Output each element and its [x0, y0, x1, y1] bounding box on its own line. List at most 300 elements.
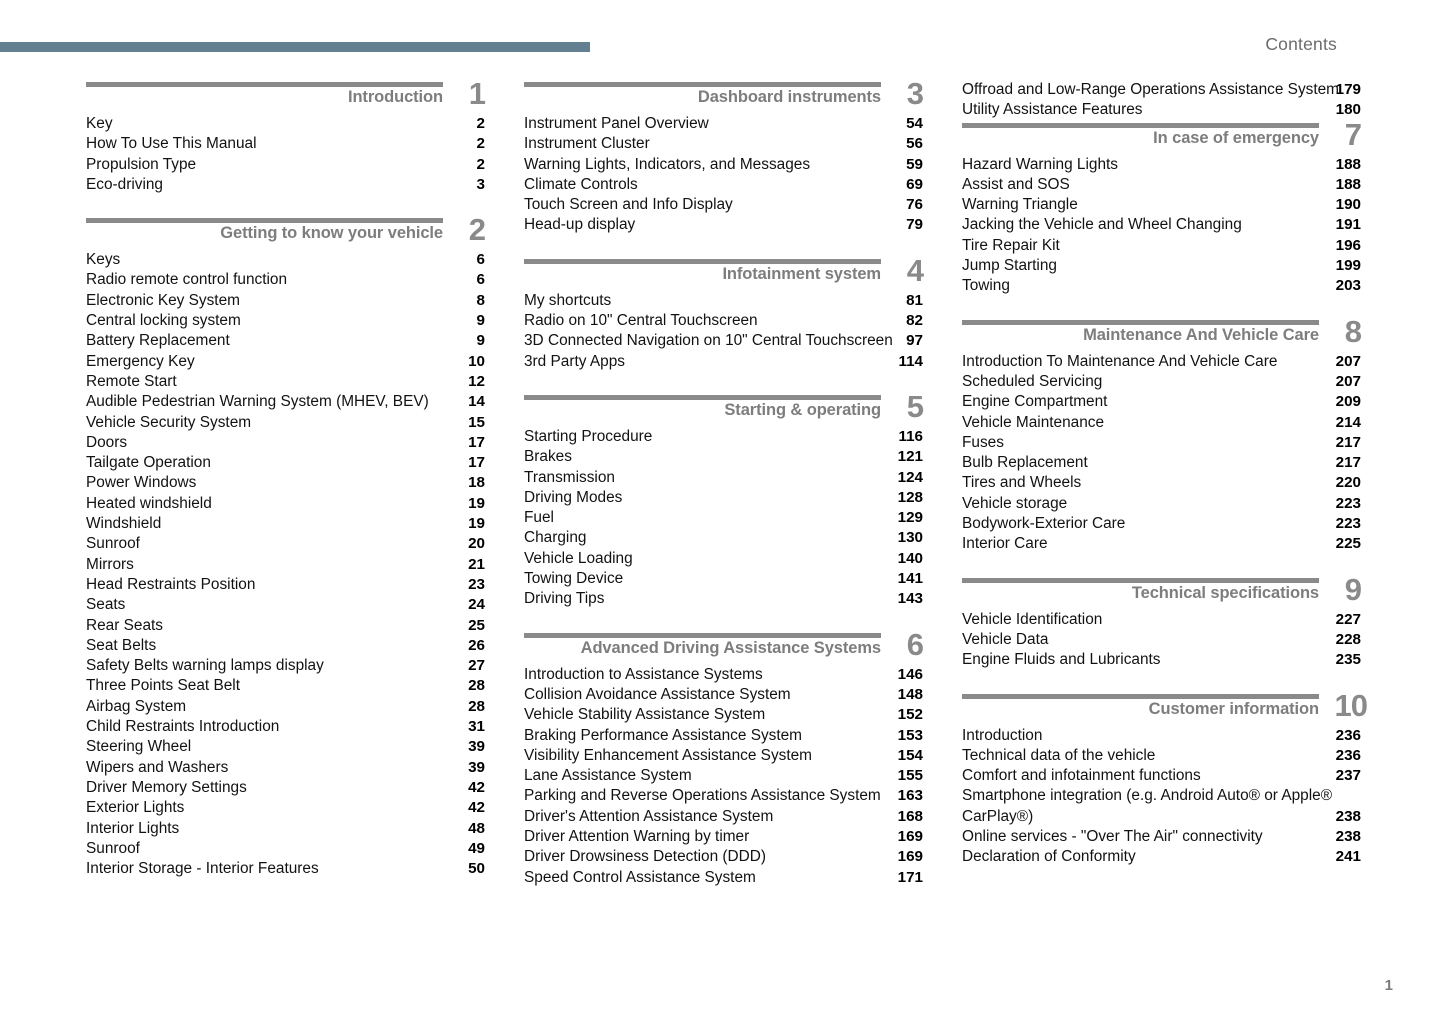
- toc-entry[interactable]: [86, 737, 485, 757]
- toc-entry-label: Safety Belts warning lamps display: [86, 657, 324, 675]
- toc-entry[interactable]: [86, 473, 485, 493]
- toc-entry-label: Driver Memory Settings: [86, 778, 247, 796]
- toc-entry-label: Bulb Replacement: [962, 454, 1088, 472]
- section-rule: [524, 259, 881, 264]
- toc-entry[interactable]: [962, 494, 1361, 514]
- toc-entry-page: 141: [897, 570, 923, 588]
- toc-entry-page: 121: [897, 448, 923, 466]
- toc-entry[interactable]: [86, 175, 485, 195]
- header-accent-bar: [0, 42, 590, 52]
- toc-entry-page: 3: [476, 175, 485, 193]
- toc-entry-label: Doors: [86, 433, 128, 451]
- toc-entry-page: 225: [1335, 535, 1361, 553]
- toc-entry-page: 169: [897, 828, 923, 846]
- toc-entry-list: [524, 114, 923, 236]
- toc-entry-page: 9: [476, 332, 485, 350]
- toc-entry-page: 81: [906, 291, 923, 309]
- toc-entry[interactable]: [86, 250, 485, 270]
- toc-entry-label: My shortcuts: [524, 291, 612, 309]
- toc-entry-label: Fuses: [962, 433, 1004, 451]
- toc-entry-page: 236: [1335, 726, 1361, 744]
- toc-entry[interactable]: [524, 155, 923, 175]
- toc-entry-page: 236: [1335, 746, 1361, 764]
- toc-section-header[interactable]: [524, 76, 923, 114]
- toc-entry[interactable]: [962, 352, 1361, 372]
- toc-entry-label: Starting Procedure: [524, 427, 653, 445]
- toc-entry[interactable]: [86, 413, 485, 433]
- toc-section-header[interactable]: [962, 571, 1361, 610]
- toc-entry-page: 190: [1335, 196, 1361, 214]
- toc-entry-label: Towing: [962, 277, 1010, 295]
- page-title: Contents: [1265, 34, 1337, 54]
- toc-entry[interactable]: [962, 453, 1361, 473]
- toc-entry[interactable]: [524, 134, 923, 154]
- toc-entry-label: Head-up display: [524, 216, 636, 234]
- footer-page-number: 1: [1384, 977, 1393, 994]
- toc-entry-page: 223: [1335, 494, 1361, 512]
- toc-entry-label: Sunroof: [86, 839, 140, 857]
- toc-entry-label: Airbag System: [86, 697, 187, 715]
- toc-entry-page: 26: [468, 636, 485, 654]
- section-rule: [962, 578, 1319, 583]
- toc-section-title: Maintenance And Vehicle Care: [1083, 325, 1319, 344]
- section-rule: [86, 218, 443, 223]
- section-rule: [524, 82, 881, 87]
- toc-entry-label: Radio remote control function: [86, 271, 288, 289]
- toc-entry[interactable]: [86, 311, 485, 331]
- toc-entry-label: Driving Tips: [524, 590, 605, 608]
- toc-entry[interactable]: [524, 311, 923, 331]
- toc-entry[interactable]: [962, 392, 1361, 412]
- section-rule: [524, 633, 881, 638]
- toc-entry[interactable]: [524, 331, 923, 351]
- toc-entry[interactable]: [962, 195, 1361, 215]
- toc-entry-page: 129: [897, 509, 923, 527]
- toc-entry-page: 20: [468, 535, 485, 553]
- toc-entry[interactable]: [524, 705, 923, 725]
- toc-entry-page: 19: [468, 515, 485, 533]
- toc-entry-page: 114: [898, 352, 923, 370]
- toc-entry-label: Vehicle Identification: [962, 610, 1103, 628]
- toc-entry-label: Comfort and infotainment functions: [962, 767, 1201, 785]
- toc-entry[interactable]: [86, 676, 485, 696]
- toc-entry[interactable]: [86, 595, 485, 615]
- section-rule: [962, 123, 1319, 128]
- toc-entry-page: 31: [468, 718, 485, 736]
- toc-entry-label: Introduction: [962, 726, 1043, 744]
- toc-entry-label: Online services - "Over The Air" connectivity: [962, 828, 1263, 846]
- toc-entry[interactable]: [86, 819, 485, 839]
- toc-entry[interactable]: [86, 717, 485, 737]
- toc-section-title: Infotainment system: [722, 264, 881, 283]
- toc-entry-label: Parking and Reverse Operations Assistance System: [524, 787, 881, 805]
- toc-entry[interactable]: [86, 453, 485, 473]
- toc-entry-page: 2: [476, 115, 485, 132]
- toc-entry-page: 217: [1335, 454, 1361, 472]
- toc-entry[interactable]: [86, 859, 485, 879]
- toc-entry[interactable]: [86, 697, 485, 717]
- toc-entry[interactable]: [962, 746, 1361, 766]
- toc-entry[interactable]: [962, 514, 1361, 534]
- toc-entry[interactable]: [86, 656, 485, 676]
- toc-entry[interactable]: [962, 433, 1361, 453]
- toc-section-header[interactable]: [962, 116, 1361, 155]
- toc-entry-label: Propulsion Type: [86, 155, 197, 173]
- toc-entry-label: Driver Drowsiness Detection (DDD): [524, 848, 767, 866]
- toc-entry[interactable]: [962, 847, 1361, 867]
- toc-entry-label: Eco-driving: [86, 175, 163, 193]
- toc-entry-page: 39: [468, 758, 485, 776]
- toc-entry[interactable]: [524, 528, 923, 548]
- toc-entry-page: 207: [1335, 372, 1361, 390]
- toc-entry-list: [524, 291, 923, 372]
- toc-entry[interactable]: [86, 514, 485, 534]
- toc-entry[interactable]: [86, 758, 485, 778]
- toc-entry[interactable]: [524, 589, 923, 609]
- toc-entry-page: 10: [468, 352, 485, 370]
- toc-entry-page: 15: [468, 413, 485, 431]
- toc-entry-page: 42: [468, 799, 485, 817]
- toc-entry-page: 124: [897, 468, 923, 486]
- toc-entry[interactable]: [86, 155, 485, 175]
- toc-entry-page: 241: [1335, 848, 1361, 866]
- toc-entry[interactable]: [86, 555, 485, 575]
- toc-entry-list: [962, 155, 1361, 297]
- toc-entry-page: 116: [898, 427, 923, 445]
- toc-section-header[interactable]: [86, 76, 485, 114]
- toc-entry[interactable]: [86, 270, 485, 290]
- toc-entry[interactable]: [524, 665, 923, 685]
- toc-entry[interactable]: [86, 575, 485, 595]
- toc-entry-page: 76: [906, 196, 923, 214]
- toc-entry-page: 155: [897, 767, 923, 785]
- toc-entry[interactable]: [86, 134, 485, 154]
- toc-entry-list: [962, 352, 1361, 555]
- toc-section-title: Advanced Driving Assistance Systems: [580, 638, 881, 657]
- toc-section-title: Customer information: [1148, 699, 1319, 718]
- toc-entry-label: Braking Performance Assistance System: [524, 726, 803, 744]
- section-rule: [524, 395, 881, 400]
- toc-entry[interactable]: [962, 534, 1361, 554]
- toc-entry[interactable]: [524, 807, 923, 827]
- toc-entry-label: Vehicle Stability Assistance System: [524, 706, 766, 724]
- toc-entry[interactable]: [962, 100, 1361, 120]
- toc-entry-label: Seat Belts: [86, 636, 157, 654]
- toc-entry-page: 237: [1335, 767, 1361, 785]
- toc-entry[interactable]: [524, 847, 923, 867]
- toc-section-number: 1: [468, 76, 485, 111]
- toc-section-header[interactable]: [524, 252, 923, 291]
- toc-entry-label: Tires and Wheels: [962, 474, 1082, 492]
- toc-entry[interactable]: [962, 610, 1361, 630]
- toc-entry-page: 9: [476, 312, 485, 330]
- toc-entry-page: 82: [906, 312, 923, 330]
- toc-entry[interactable]: [962, 372, 1361, 392]
- toc-entry-label: Introduction To Maintenance And Vehicle Care: [962, 352, 1278, 370]
- toc-entry-page: 48: [468, 819, 485, 837]
- toc-entry[interactable]: [524, 685, 923, 705]
- toc-entry[interactable]: [962, 827, 1361, 847]
- toc-entry[interactable]: [86, 778, 485, 798]
- toc-entry-page: 168: [897, 807, 923, 825]
- toc-entry[interactable]: [86, 114, 485, 134]
- toc-section-number: 3: [906, 76, 923, 111]
- toc-entry-label: Power Windows: [86, 474, 197, 492]
- toc-entry-label: Emergency Key: [86, 352, 195, 370]
- toc-entry[interactable]: [524, 786, 923, 806]
- toc-entry-page: 27: [468, 657, 485, 675]
- toc-entry[interactable]: [524, 569, 923, 589]
- toc-entry-page: 2: [476, 155, 485, 173]
- toc-entry-page: 188: [1335, 155, 1361, 173]
- toc-entry[interactable]: [524, 175, 923, 195]
- toc-entry-label: Exterior Lights: [86, 799, 185, 817]
- toc-section-number: 7: [1344, 116, 1361, 152]
- toc-entry-page: 12: [468, 372, 485, 390]
- toc-entry[interactable]: [962, 630, 1361, 650]
- toc-entry-page: 199: [1335, 257, 1361, 275]
- toc-entry[interactable]: [962, 155, 1361, 175]
- toc-entry-label: Tailgate Operation: [86, 454, 211, 472]
- toc-entry[interactable]: [962, 80, 1361, 100]
- toc-entry[interactable]: [86, 839, 485, 859]
- toc-entry[interactable]: [86, 352, 485, 372]
- toc-entry-label: Climate Controls: [524, 175, 638, 193]
- toc-entry[interactable]: [524, 746, 923, 766]
- toc-entry[interactable]: [86, 291, 485, 311]
- toc-section-header[interactable]: [86, 212, 485, 250]
- toc-section-number: 6: [906, 626, 923, 662]
- toc-entry[interactable]: [524, 549, 923, 569]
- toc-entry-page: 28: [468, 697, 485, 715]
- toc-entry-page: 169: [897, 848, 923, 866]
- toc-entry[interactable]: [86, 636, 485, 656]
- toc-entry-label: Rear Seats: [86, 616, 163, 634]
- toc-entry-label: Remote Start: [86, 372, 177, 390]
- toc-section: [524, 76, 923, 236]
- toc-entry[interactable]: [962, 786, 1361, 827]
- toc-entry-label: Instrument Cluster: [524, 135, 650, 153]
- toc-section: [524, 388, 923, 610]
- toc-entry-label: Audible Pedestrian Warning System (MHEV, BEV): [86, 393, 429, 411]
- toc-entry[interactable]: [524, 488, 923, 508]
- toc-section-header[interactable]: [524, 388, 923, 427]
- toc-entry[interactable]: [86, 616, 485, 636]
- toc-entry[interactable]: [524, 766, 923, 786]
- toc-entry-label: Assist and SOS: [962, 175, 1070, 193]
- toc-entry-label: Engine Compartment: [962, 393, 1108, 411]
- toc-entry-label: 3rd Party Apps: [524, 352, 625, 370]
- toc-entry-label: Head Restraints Position: [86, 575, 256, 593]
- toc-entry[interactable]: [86, 534, 485, 554]
- toc-entry-page: 207: [1335, 352, 1361, 370]
- toc-entry[interactable]: [524, 291, 923, 311]
- toc-entry-label: Engine Fluids and Lubricants: [962, 651, 1161, 669]
- contents-column: [962, 80, 1367, 888]
- toc-entry-page: 143: [897, 590, 923, 608]
- toc-section-title: Starting & operating: [724, 400, 881, 419]
- toc-section: [962, 687, 1367, 868]
- toc-entry-label: Driver Attention Warning by timer: [524, 828, 750, 846]
- toc-entry-label: Speed Control Assistance System: [524, 868, 756, 886]
- toc-entry-page: 6: [476, 251, 485, 269]
- toc-entry-label: Interior Storage - Interior Features: [86, 860, 319, 878]
- toc-entry[interactable]: [86, 372, 485, 392]
- contents-column: [86, 76, 485, 888]
- toc-entry[interactable]: [86, 433, 485, 453]
- toc-entry[interactable]: [524, 114, 923, 134]
- toc-entry-label: Lane Assistance System: [524, 767, 692, 785]
- toc-entry-page: 24: [468, 596, 485, 614]
- toc-entry-page: 209: [1335, 393, 1361, 411]
- toc-entry[interactable]: [86, 494, 485, 514]
- toc-entry[interactable]: [962, 473, 1361, 493]
- toc-entry[interactable]: [962, 256, 1361, 276]
- toc-entry-page: 56: [906, 135, 923, 153]
- toc-entry-list: [524, 427, 923, 610]
- toc-section-header[interactable]: [962, 313, 1361, 352]
- toc-entry[interactable]: [524, 468, 923, 488]
- toc-entry-label: Jump Starting: [962, 257, 1057, 275]
- toc-entry-page: 223: [1335, 515, 1361, 533]
- section-rule: [962, 694, 1319, 699]
- toc-entry-label: Driving Modes: [524, 488, 623, 506]
- toc-entry-page: 130: [897, 529, 923, 547]
- toc-section-title: Getting to know your vehicle: [220, 224, 443, 243]
- toc-section-title: Introduction: [347, 88, 443, 106]
- toc-section-continuation: [962, 80, 1361, 121]
- toc-entry-page: 59: [906, 155, 923, 173]
- toc-entry[interactable]: [962, 236, 1361, 256]
- toc-section-number: 4: [906, 252, 923, 288]
- toc-entry-label: Steering Wheel: [86, 738, 192, 756]
- toc-entry[interactable]: [962, 650, 1361, 670]
- contents-column: [524, 76, 923, 888]
- toc-entry-label: Declaration of Conformity: [962, 848, 1136, 866]
- toc-entry-page: 21: [468, 555, 485, 573]
- toc-entry-label: Sunroof: [86, 535, 140, 553]
- toc-entry-label: Interior Care: [962, 535, 1048, 553]
- toc-entry-label: Smartphone integration (e.g. Android Auto® or Apple® CarPlay®): [962, 787, 1333, 825]
- toc-entry-page: 238: [1335, 828, 1361, 846]
- toc-entry-label: Child Restraints Introduction: [86, 718, 280, 736]
- toc-entry-list: [962, 610, 1361, 671]
- toc-entry-label: Windshield: [86, 515, 162, 533]
- toc-entry-label: Driver's Attention Assistance System: [524, 807, 774, 825]
- section-rule: [86, 82, 443, 87]
- toc-entry[interactable]: [962, 413, 1361, 433]
- toc-section-header[interactable]: [524, 626, 923, 665]
- toc-entry[interactable]: [524, 447, 923, 467]
- toc-entry-label: Transmission: [524, 468, 615, 486]
- toc-entry-page: 146: [897, 665, 923, 683]
- toc-entry[interactable]: [524, 508, 923, 528]
- toc-section-title: Dashboard instruments: [697, 88, 881, 106]
- toc-entry-page: 154: [897, 746, 923, 764]
- toc-section-number: 2: [468, 212, 485, 248]
- toc-entry-label: Scheduled Servicing: [962, 372, 1103, 390]
- toc-entry[interactable]: [524, 215, 923, 235]
- toc-entry-page: 18: [468, 474, 485, 492]
- toc-entry-page: 6: [476, 271, 485, 289]
- toc-entry-label: Heated windshield: [86, 494, 212, 512]
- toc-entry-page: 238: [1335, 807, 1361, 825]
- toc-entry[interactable]: [86, 331, 485, 351]
- toc-entry-label: Wipers and Washers: [86, 758, 229, 776]
- toc-entry-page: 148: [897, 685, 923, 703]
- toc-entry-page: 180: [1335, 101, 1361, 119]
- toc-entry-page: 214: [1335, 413, 1361, 431]
- toc-entry-label: Electronic Key System: [86, 291, 240, 309]
- toc-entry[interactable]: [962, 215, 1361, 235]
- toc-entry-label: Vehicle Security System: [86, 413, 252, 431]
- toc-entry[interactable]: [524, 726, 923, 746]
- toc-entry[interactable]: [524, 427, 923, 447]
- toc-entry-label: Seats: [86, 596, 126, 614]
- toc-section: [86, 212, 485, 879]
- toc-entry-label: 3D Connected Navigation on 10" Central Touchscreen: [524, 332, 893, 350]
- toc-entry-page: 191: [1335, 216, 1361, 234]
- toc-entry-label: Vehicle Loading: [524, 549, 633, 567]
- toc-entry-page: 23: [468, 575, 485, 593]
- section-rule: [962, 320, 1319, 325]
- toc-entry-page: 196: [1335, 236, 1361, 254]
- toc-entry[interactable]: [524, 827, 923, 847]
- toc-section: [524, 252, 923, 372]
- toc-entry-label: Touch Screen and Info Display: [524, 196, 733, 214]
- toc-section-header[interactable]: [962, 687, 1367, 726]
- toc-entry[interactable]: [86, 798, 485, 818]
- toc-entry-label: Battery Replacement: [86, 332, 230, 350]
- toc-entry[interactable]: [524, 195, 923, 215]
- toc-entry-label: Mirrors: [86, 555, 134, 573]
- toc-entry-page: 235: [1335, 651, 1361, 669]
- toc-entry[interactable]: [962, 276, 1361, 296]
- toc-entry-page: 203: [1335, 277, 1361, 295]
- toc-entry-label: Technical data of the vehicle: [962, 746, 1156, 764]
- toc-entry[interactable]: [86, 392, 485, 412]
- toc-entry-label: Offroad and Low-Range Operations Assistance System: [962, 81, 1339, 98]
- toc-entry-page: 54: [906, 115, 923, 132]
- toc-entry[interactable]: [524, 868, 923, 888]
- toc-entry-label: Interior Lights: [86, 819, 180, 837]
- toc-entry-list: [86, 114, 485, 195]
- toc-entry-list: [86, 250, 485, 879]
- toc-entry-label: Warning Triangle: [962, 196, 1078, 214]
- toc-entry[interactable]: [962, 175, 1361, 195]
- toc-entry-label: Brakes: [524, 448, 572, 466]
- toc-entry-page: 152: [897, 706, 923, 724]
- toc-entry[interactable]: [962, 726, 1361, 746]
- toc-section: [962, 571, 1361, 671]
- toc-section-number: 8: [1344, 313, 1361, 349]
- toc-section-number: 5: [906, 388, 923, 424]
- toc-entry-page: 179: [1335, 81, 1361, 98]
- toc-entry-list: [962, 726, 1361, 868]
- toc-entry-page: 14: [468, 393, 485, 411]
- toc-entry-page: 79: [906, 216, 923, 234]
- toc-entry[interactable]: [524, 352, 923, 372]
- toc-entry-label: Central locking system: [86, 312, 241, 330]
- toc-entry-page: 50: [468, 860, 485, 878]
- toc-entry-page: 97: [906, 332, 923, 350]
- toc-entry-page: 28: [468, 677, 485, 695]
- toc-section: [962, 116, 1361, 297]
- toc-entry-page: 69: [906, 175, 923, 193]
- toc-entry-page: 217: [1335, 433, 1361, 451]
- toc-entry[interactable]: [962, 766, 1361, 786]
- toc-entry-page: 49: [468, 839, 485, 857]
